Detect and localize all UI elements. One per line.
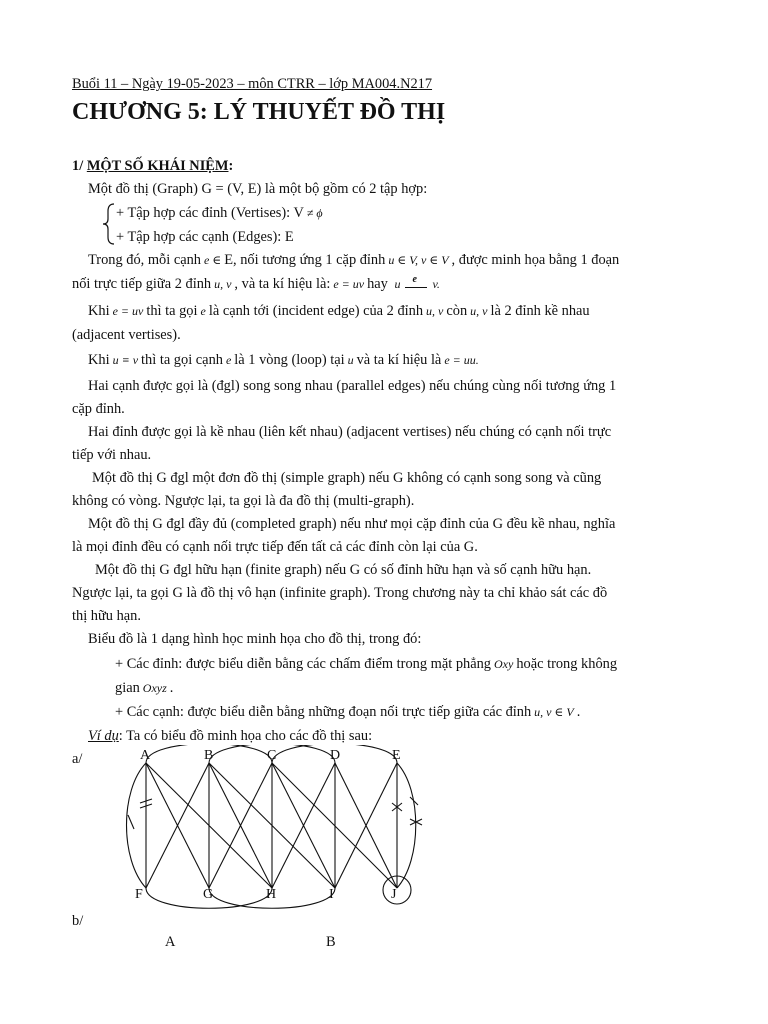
section-heading: 1/ MỘT SỐ KHÁI NIỆM: bbox=[72, 158, 234, 174]
bullet-vertices-1: + Các đỉnh: được biểu diễn bằng các chấm điểm trong mặt phẳng Oxy hoặc trong không bbox=[115, 656, 618, 672]
graph-vertex-label: A bbox=[140, 748, 151, 763]
paragraph-adjacent-2: tiếp với nhau. bbox=[72, 447, 152, 463]
paragraph-parallel-2: cặp đỉnh. bbox=[72, 401, 125, 417]
paragraph-loop: Khi u ≡ v thì ta gọi cạnh e là 1 vòng (loop) tại u và ta kí hiệu là e = uu. bbox=[88, 352, 479, 368]
set-vertices: + Tập hợp các đỉnh (Vertises): V ≠ ϕ bbox=[116, 205, 323, 221]
paragraph-adjacent-1: Hai đỉnh được gọi là kề nhau (liên kết nhau) (adjacent vertises) nếu chúng có cạnh nối trực bbox=[88, 424, 612, 440]
paragraph-simple-2: không có vòng. Ngược lại, ta gọi là đa đồ thị (multi-graph). bbox=[72, 493, 415, 509]
graph-vertex-label: C bbox=[267, 748, 277, 763]
paragraph-incident-1: Khi e = uv thì ta gọi e là cạnh tới (incident edge) của 2 đỉnh u, v còn u, v là 2 đỉnh kề nhau bbox=[88, 303, 590, 319]
graph-vertex-label: B bbox=[204, 748, 214, 763]
paragraph-edges-1: Trong đó, mỗi cạnh e ∈ E, nối tương ứng 1 cặp đỉnh u ∈ V, v ∈ V , được minh họa bằng 1 đoạn bbox=[88, 252, 620, 268]
paragraph-edges-2: nối trực tiếp giữa 2 đỉnh u, v , và ta kí hiệu là: e = uv hay u e v. bbox=[72, 274, 440, 292]
example-label-a: a/ bbox=[72, 751, 83, 767]
set-edges: + Tập hợp các cạnh (Edges): E bbox=[116, 229, 294, 245]
paragraph-parallel-1: Hai cạnh được gọi là (đgl) song song nhau (parallel edges) nếu chúng cùng nối tương ứng 1 bbox=[88, 378, 617, 394]
graph-vertex-label: F bbox=[135, 887, 143, 902]
graph-edge bbox=[397, 763, 416, 888]
paragraph-complete-2: là mọi đỉnh đều có cạnh nối trực tiếp đến tất cả các đỉnh còn lại của G. bbox=[72, 539, 478, 555]
graph-vertex-label: E bbox=[392, 748, 401, 763]
graph-vertex-label: D bbox=[330, 748, 341, 763]
graph-b-vertex-b: B bbox=[326, 934, 336, 950]
graph-edge bbox=[127, 763, 147, 888]
paragraph-incident-2: (adjacent vertises). bbox=[72, 327, 181, 343]
paragraph-simple-1: Một đồ thị G đgl một đơn đồ thị (simple graph) nếu G không có cạnh song song và cũng bbox=[92, 470, 602, 486]
bullet-edges: + Các cạnh: được biểu diễn bằng những đoạn nối trực tiếp giữa các đỉnh u, v ∈ V . bbox=[115, 704, 581, 720]
paragraph-complete-1: Một đồ thị G đgl đầy đủ (completed graph) nếu như mọi cặp đỉnh của G đều kề nhau, nghĩa bbox=[88, 516, 616, 532]
paragraph-finite-2: Ngược lại, ta gọi G là đồ thị vô hạn (infinite graph). Trong chương này ta chỉ khảo sát các đồ bbox=[72, 585, 608, 601]
page-header: Buổi 11 – Ngày 19-05-2023 – môn CTRR – lớp MA004.N217 bbox=[72, 76, 433, 92]
graph-vertex-label: H bbox=[266, 887, 277, 902]
graph-vertex-label: G bbox=[203, 887, 214, 902]
example-label-b: b/ bbox=[72, 913, 84, 929]
example-heading: Ví dụ: Ta có biểu đồ minh họa cho các đồ thị sau: bbox=[88, 728, 373, 744]
graph-vertex-label: J bbox=[391, 887, 397, 902]
graph-b-vertex-a: A bbox=[165, 934, 176, 950]
paragraph-diagram-intro: Biểu đồ là 1 dạng hình học minh họa cho đồ thị, trong đó: bbox=[88, 631, 422, 647]
curly-brace-icon bbox=[102, 203, 116, 245]
paragraph-finite-3: thị hữu hạn. bbox=[72, 608, 141, 624]
graph-edge-mark bbox=[128, 815, 134, 829]
graph-a-diagram bbox=[120, 745, 440, 910]
paragraph-finite-1: Một đồ thị G đgl hữu hạn (finite graph) nếu G có số đỉnh hữu hạn và số cạnh hữu hạn. bbox=[95, 562, 592, 578]
graph-vertex-label: I bbox=[329, 887, 334, 902]
bullet-vertices-2: gian Oxyz . bbox=[115, 680, 174, 696]
paragraph-definition: Một đồ thị (Graph) G = (V, E) là một bộ gồm có 2 tập hợp: bbox=[88, 181, 428, 197]
chapter-title: CHƯƠNG 5: LÝ THUYẾT ĐỒ THỊ bbox=[72, 99, 446, 125]
